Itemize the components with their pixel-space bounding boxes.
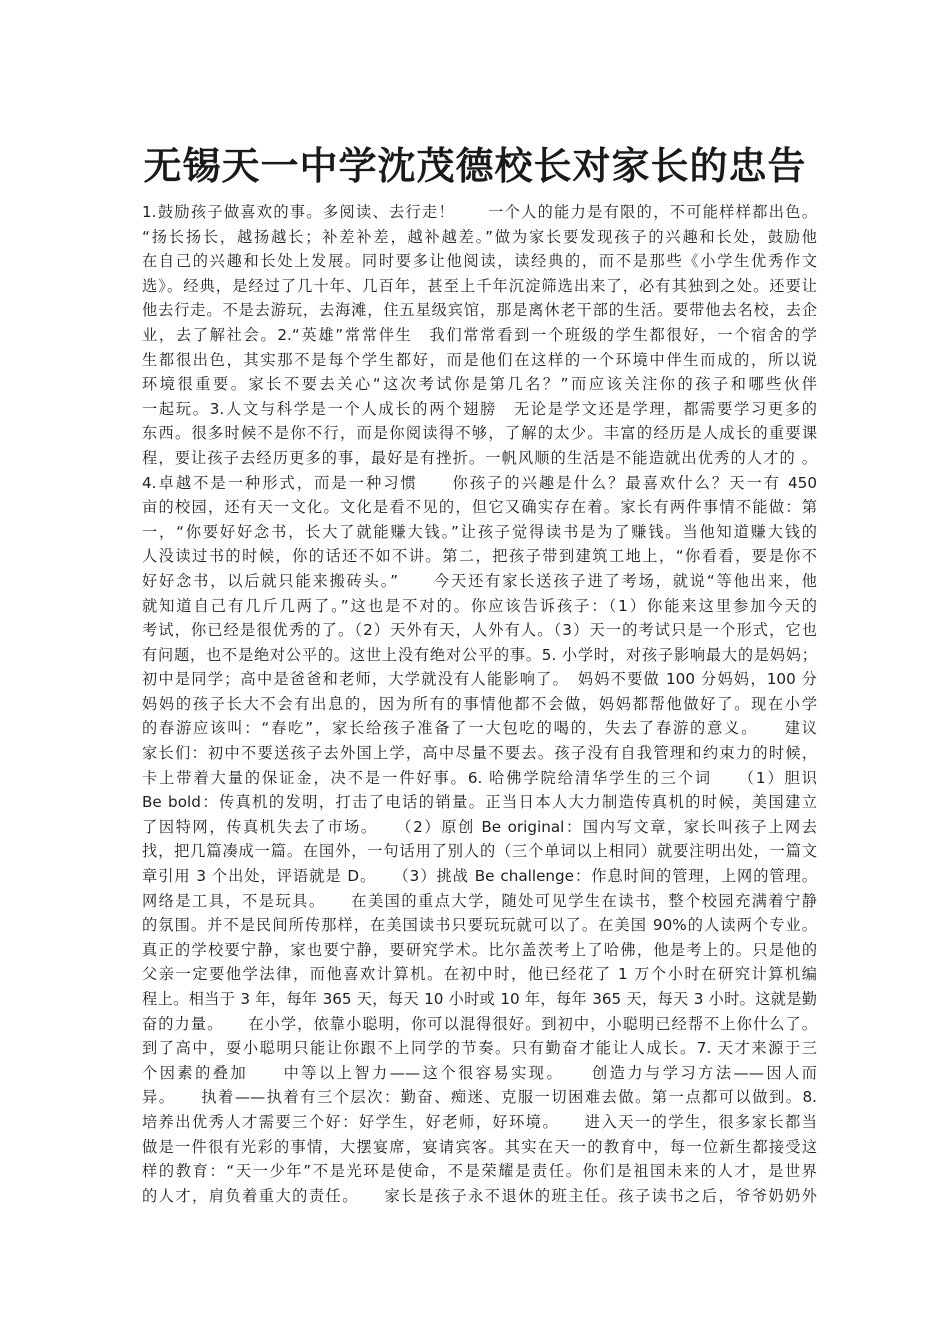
body-text-line: 妈妈的孩子长大不会有出息的，因为所有的事情他都不会做，妈妈都帮他做好了。现在小学 [142, 694, 817, 713]
body-text-line: 了因特网，传真机失去了市场。 （2）原创 Be original：国内写文章，家长叫孩子上网去 [142, 817, 817, 836]
body-text-line: 选》。经典，是经过了几十年、几百年，甚至上千年沉淀筛选出来了，必有其独到之处。还要让 [142, 276, 817, 295]
body-text-line: 一起玩。3.人文与科学是一个人成长的两个翅膀 无论是学文还是学理，都需要学习更多的 [142, 399, 817, 418]
body-text-line: 的春游应该叫：“春吃”，家长给孩子准备了一大包吃的喝的，失去了春游的意义。 建议 [142, 719, 817, 738]
body-text-line: 好好念书，以后就只能来搬砖头。” 今天还有家长送孩子进了考场，就说“等他出来，他 [142, 571, 817, 590]
body-text-line: 到了高中，耍小聪明只能让你跟不上同学的节奏。只有勤奋才能让人成长。7. 天才来源于三 [142, 1039, 817, 1058]
body-text-line: 有问题，也不是绝对公平的。这世上没有绝对公平的事。5. 小学时，对孩子影响最大的是妈妈； [142, 645, 817, 664]
body-text-line: 找，把几篇凑成一篇。在国外，一句话用了别人的（三个单词以上相同）就要注明出处，一篇文 [142, 842, 817, 861]
body-text-line: 家长们：初中不要送孩子去外国上学，高中尽量不要去。孩子没有自我管理和约束力的时候， [142, 744, 817, 763]
body-text-line: 的人才，肩负着重大的责任。 家长是孩子永不退休的班主任。孩子读书之后，爷爷奶奶外 [142, 1186, 817, 1205]
body-text-line: 的氛围。并不是民间所传那样，在美国读书只要玩玩就可以了。在美国 90%的人读两个专业。 [142, 916, 817, 935]
body-text-line: 4.卓越不是一种形式，而是一种习惯 你孩子的兴趣是什么？最喜欢什么？天一有 450 [142, 473, 817, 492]
body-text-line: 异。 执着——执着有三个层次：勤奋、痴迷、克服一切困难去做。第一点都可以做到。8. [142, 1088, 817, 1107]
body-text-line: 程上。相当于 3 年，每年 365 天，每天 10 小时或 10 年，每年 365 天，每天 3 小时。这就是勤 [142, 990, 817, 1008]
body-text-line: 初中是同学；高中是爸爸和老师，大学就没有人能影响了。 妈妈不要做 100 分妈妈，100 分 [142, 670, 817, 689]
body-text-line: 个因素的叠加 中等以上智力——这个很容易实现。 创造力与学习方法——因人而 [142, 1063, 817, 1082]
body-text-line: “扬长扬长，越扬越长；补差补差，越补越差。”做为家长要发现孩子的兴趣和长处，鼓励他 [142, 227, 817, 246]
document-body [142, 200, 817, 1208]
body-text-line: 章引用 3 个出处，评语就是 D。 （3）挑战 Be challenge：作息时间的管理，上网的管理。 [142, 867, 817, 886]
body-text-line: 父亲一定要他学法律，而他喜欢计算机。在初中时，他已经花了 1 万个小时在研究计算机编 [142, 965, 817, 984]
body-text-line: 一，“你要好好念书，长大了就能赚大钱。”让孩子觉得读书是为了赚钱。当他知道赚大钱的 [142, 522, 817, 541]
body-text-line: 在自己的兴趣和长处上发展。同时要多让他阅读，读经典的，而不是那些《小学生优秀作文 [142, 252, 817, 271]
document-title: 无锡天一中学沈茂德校长对家长的忠告 [143, 144, 807, 188]
body-text-line: 奋的力量。 在小学，依靠小聪明，你可以混得很好。到初中，小聪明已经帮不上你什么了。 [142, 1014, 817, 1033]
body-text-line: 就知道自己有几斤几两了。”这也是不对的。你应该告诉孩子：（1）你能来这里参加今天的 [142, 596, 817, 615]
body-text-line: 业，去了解社会。2.“英雄”常常伴生 我们常常看到一个班级的学生都很好，一个宿舍的学 [142, 325, 817, 344]
body-text-line: 培养出优秀人才需要三个好：好学生，好老师，好环境。 进入天一的学生，很多家长都当 [142, 1112, 817, 1131]
body-text-line: 真正的学校要宁静，家也要宁静，要研究学术。比尔盖茨考上了哈佛，他是考上的。只是他的 [142, 940, 817, 959]
body-text-line: 考试，你已经是很优秀的了。（2）天外有天，人外有人。（3）天一的考试只是一个形式，它也 [142, 621, 817, 640]
body-text-line: 亩的校园，还有天一文化。文化是看不见的，但它又确实存在着。家长有两件事情不能做：第 [142, 498, 817, 517]
body-text-line: 程，要让孩子去经历更多的事，最好是有挫折。一帆风顺的生活是不能造就出优秀的人才的 。 [142, 448, 817, 467]
body-text-line: Be bold：传真机的发明，打击了电话的销量。正当日本人大力制造传真机的时候，美国建立 [142, 793, 817, 812]
body-text-line: 卡上带着大量的保证金，决不是一件好事。6. 哈佛学院给清华学生的三个词 （1）胆识 [142, 768, 817, 787]
body-text-line: 人没读过书的时候，你的话还不如不讲。第二，把孩子带到建筑工地上，“你看看，要是你不 [142, 547, 817, 566]
body-text-line: 样的教育：“天一少年”不是光环是使命，不是荣耀是责任。你们是祖国未来的人才，是世界 [142, 1162, 817, 1181]
body-text-line: 东西。很多时候不是你不行，而是你阅读得不够，了解的太少。丰富的经历是人成长的重要课 [142, 424, 817, 443]
body-text-line: 他去行走。不是去游玩，去海滩，住五星级宾馆，那是离休老干部的生活。要带他去名校，去企 [142, 301, 817, 320]
body-text-line: 网络是工具，不是玩具。 在美国的重点大学，随处可见学生在读书，整个校园充满着宁静 [142, 891, 817, 910]
body-text-line: 生都很出色，其实那不是每个学生都好，而是他们在这样的一个环境中伴生而成的，所以说 [142, 350, 817, 369]
body-text-line: 环境很重要。家长不要去关心“这次考试你是第几名？”而应该关注你的孩子和哪些伙伴 [142, 375, 817, 394]
body-text-line: 做是一件很有光彩的事情，大摆宴席，宴请宾客。其实在天一的教育中，每一位新生都接受这 [142, 1137, 817, 1156]
body-text-line: 1.鼓励孩子做喜欢的事。多阅读、去行走！ 一个人的能力是有限的，不可能样样都出色。 [142, 203, 817, 221]
